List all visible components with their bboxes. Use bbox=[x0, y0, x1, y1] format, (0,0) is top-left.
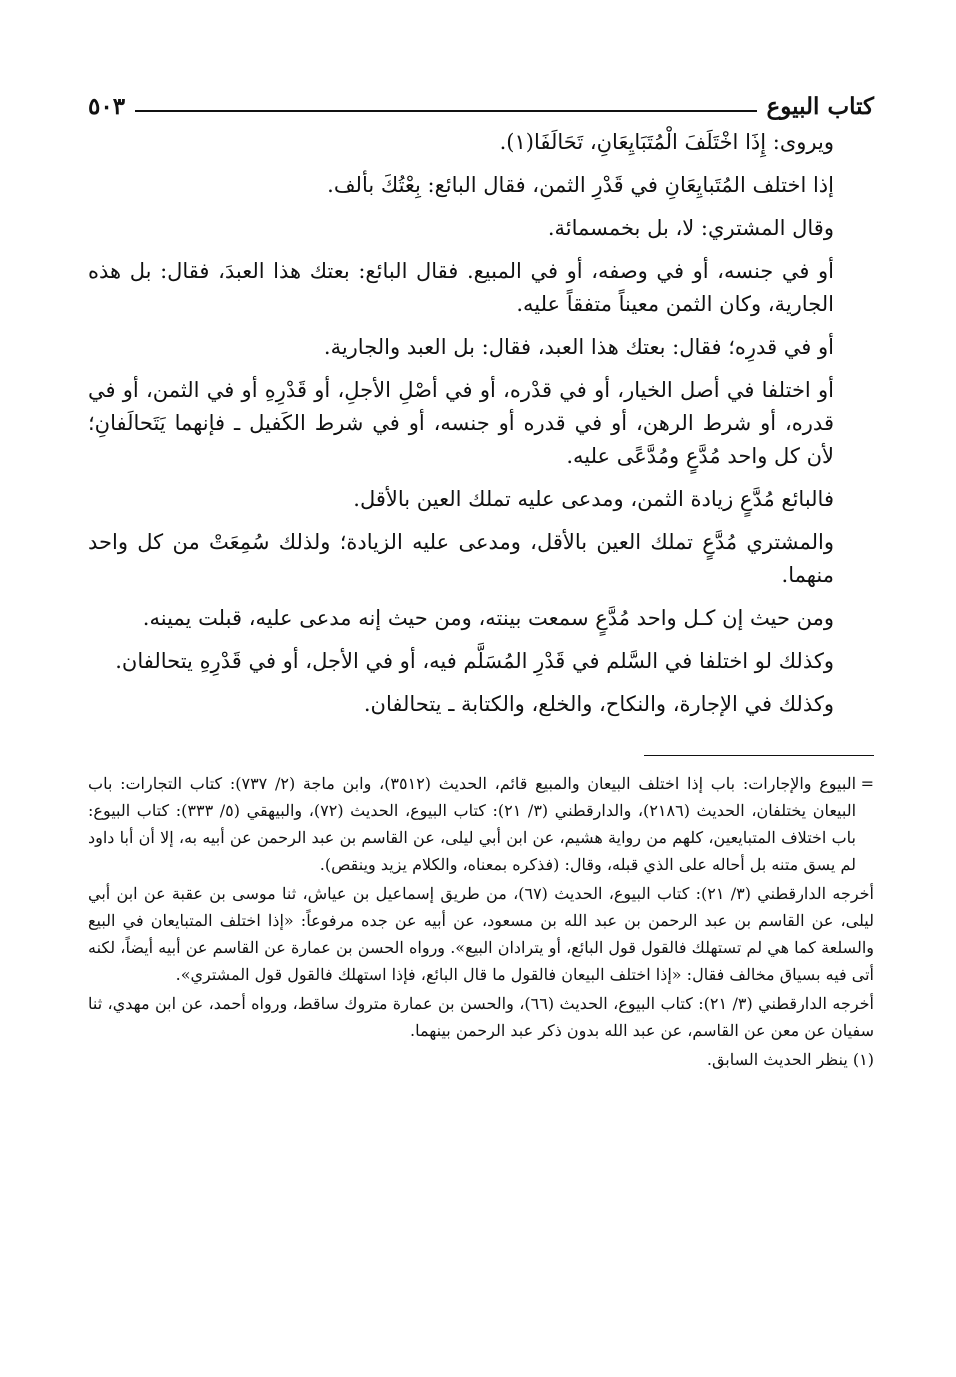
paragraph: فالبائع مُدَّعٍ زيادة الثمن، ومدعى عليه تملك العين بالأقل. bbox=[353, 487, 834, 511]
paragraph: ويروى: إِذَا اخْتَلَفَ الْمُتَبَايِعَانِ، تَحَالَفَا(١). bbox=[499, 130, 834, 154]
footnote-1: (١) ينظر الحديث السابق. bbox=[706, 1050, 874, 1069]
paragraph: أو في جنسه، أو في وصفه، أو في المبيع. فقال البائع: بعتك هذا العبدَ، فقال: بل هذه الجارية، وكان الثمن معيناً متفقاً عليه. bbox=[88, 259, 834, 316]
paragraph: وقال المشتري: لا، بل بخمسمائة. bbox=[547, 216, 834, 240]
main-text bbox=[88, 126, 874, 721]
footnote-text: أخرجه الدارقطني (٣/ ٢١): كتاب البيوع، الحديث (٦٧)، من طريق إسماعيل بن عياش، ثنا موسى بن عقبة عن ابن أبي ليلى، عن القاسم بن عبد الرحمن بن عبد الله بن مسعود، عن أبيه عن جده مرفوعاً: «إذا اختلف المتبايعان في البيع والسلعة كما هي لم تستهلك فالقول قول البائع، أو يترادان البيع». ورواه الحسن بن عمارة عن القاسم عن أبيه أيضاً، لكنه أتى فيه بسياق مخالف فقال: «إذا اختلف البيعان فالقول ما قال البائع، فإذا استهلك فالقول قول المشتري». bbox=[88, 884, 874, 984]
footnotes bbox=[88, 770, 874, 1073]
book-page bbox=[88, 80, 874, 1075]
footnote-continuation bbox=[88, 770, 874, 878]
paragraph: والمشتري مُدَّعٍ تملك العين بالأقل، ومدعى عليه الزيادة؛ ولذلك سُمِعَتْ من كل واحد منهما. bbox=[88, 530, 834, 587]
page-number: ٥٠٣ bbox=[88, 93, 126, 120]
continuation-mark: = bbox=[860, 774, 874, 793]
paragraph: أو في قدرِه؛ فقال: بعتك هذا العبد، فقال: بل العبد والجارية. bbox=[323, 335, 834, 359]
footnote-separator bbox=[644, 755, 874, 756]
paragraph: ومن حيث إن كـل واحد مُدَّعٍ سمعت بينته، ومن حيث إنه مدعى عليه، قبلت يمينه. bbox=[142, 606, 834, 630]
paragraph: إذا اختلف المُتَبايِعَانِ في قَدْرِ الثمن، فقال البائع: بِعْتُكَ بألف. bbox=[327, 173, 834, 197]
chapter-title: كتاب البيوع bbox=[766, 93, 874, 120]
paragraph: أو اختلفا في أصل الخيار، أو في قدْره، أو في أصْلِ الأجلِ، أو قَدْرِهِ أو في الثمن، أو في قدره، أو شرط الرهن، أو في قدره أو جنسه، أو في شرط الكَفيل ـ فإنهما يَتَحالَفانِ؛ لأن كل واحد مُدَّعٍ ومُدَّعًى عليه. bbox=[88, 378, 834, 468]
footnote-text: أخرجه الدارقطني (٣/ ٢١): كتاب البيوع، الحديث (٦٦)، والحسن بن عمارة متروك ساقط، ورواه أحمد، عن ابن مهدي، ثنا سفيان عن معن عن القاسم، عن عبد الله بدون ذكر عبد الرحمن بينهما. bbox=[88, 994, 874, 1040]
paragraph: وكذلك في الإجارة، والنكاح، والخلع، والكتابة ـ يتحالفان. bbox=[363, 692, 834, 716]
running-header bbox=[88, 80, 874, 120]
footnote-text: البيوع والإجارات: باب إذا اختلف البيعان والمبيع قائم، الحديث (٣٥١٢)، وابن ماجة (٢/ ٧٣٧): كتاب التجارات: باب البيعان يختلفان، الحديث (٢١٨٦)، والدارقطني (٣/ ٢١): كتاب البيوع، الحديث (٧٢)، والبيهقي (٥/ ٣٣٣): كتاب البيوع: باب اختلاف المتبايعين، كلهم من رواية هشيم، عن ابن أبي ليلى، عن القاسم بن عبد الرحمن عن أبيه به، إلا أن أبا داود لم يسق متنه بل أحاله على الذي قبله، وقال: (فذكره بمعناه، والكلام يزيد وينقص). bbox=[88, 774, 857, 874]
paragraph: وكذلك لو اختلفا في السَّلم في قَدْرِ المُسَلَّم فيه، أو في الأجل، أو في قَدْرِهِ يتحالفان. bbox=[115, 649, 834, 673]
header-rule bbox=[135, 110, 756, 112]
